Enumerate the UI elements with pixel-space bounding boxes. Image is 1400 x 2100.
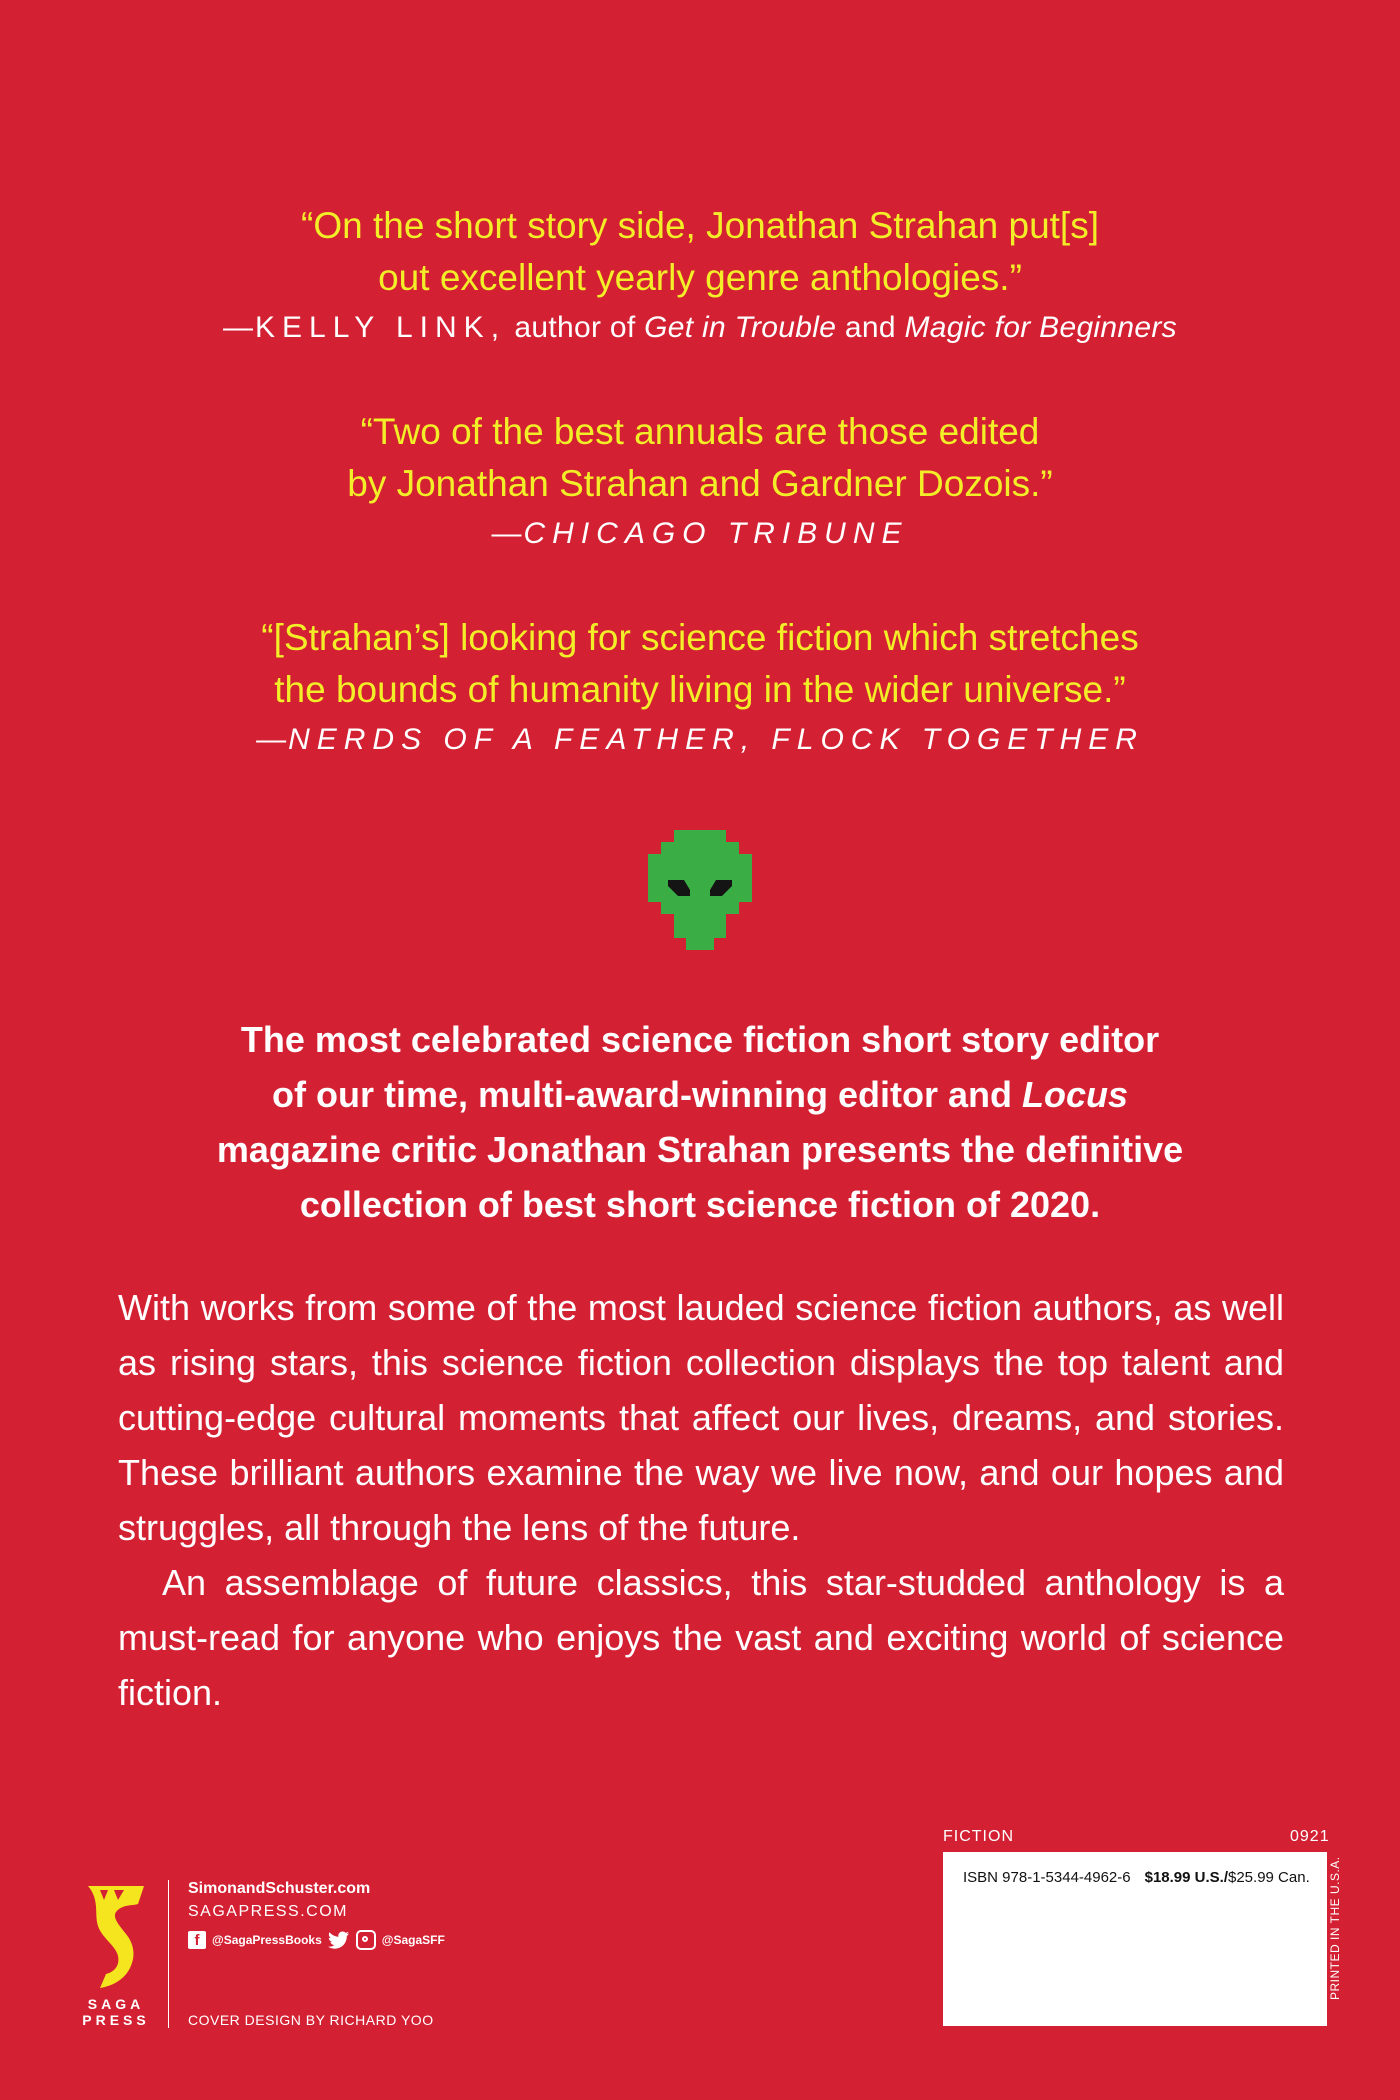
isbn-number: ISBN 978-1-5344-4962-6 — [963, 1869, 1131, 1886]
attribution-name: CHICAGO TRIBUNE — [523, 517, 909, 550]
social-handles — [188, 1930, 445, 1950]
quote-kelly-link — [0, 200, 1400, 350]
facebook-icon[interactable]: f — [188, 1931, 206, 1949]
date-code: 0921 — [1290, 1828, 1330, 1845]
facebook-handle[interactable]: @SagaPressBooks — [212, 1933, 322, 1947]
book-title: Magic for Beginners — [904, 311, 1177, 344]
intro-line: magazine critic Jonathan Strahan presents the definitive — [216, 1129, 1184, 1170]
quote-line: by Jonathan Strahan and Gardner Dozois.” — [347, 463, 1053, 504]
intro-line: The most celebrated science fiction short story editor — [240, 1019, 1160, 1060]
price-us: $18.99 U.S./ — [1144, 1869, 1228, 1886]
quote-nerds-of-a-feather — [0, 612, 1400, 762]
attribution-dash: — — [223, 311, 256, 344]
quote-line: “On the short story side, Jonathan Strahan put[s] — [301, 205, 1099, 246]
intro-line: collection of best short science fiction of 2020. — [299, 1184, 1101, 1225]
quote-chicago-tribune — [0, 406, 1400, 556]
book-title: Get in Trouble — [644, 311, 837, 344]
cover-design-credit: COVER DESIGN BY RICHARD YOO — [188, 2012, 434, 2028]
instagram-handle[interactable]: @SagaSFF — [381, 1933, 445, 1947]
simon-schuster-link[interactable]: SimonandSchuster.com — [188, 1880, 371, 1897]
saga-press-link[interactable]: SAGAPRESS.COM — [188, 1903, 348, 1920]
category-label: FICTION — [943, 1828, 1014, 1845]
description — [118, 1280, 1284, 1720]
attribution-name: KELLY LINK, — [255, 311, 507, 344]
price-can: $25.99 Can. — [1228, 1869, 1310, 1886]
quote-line: out excellent yearly genre anthologies.” — [378, 257, 1022, 298]
intro-line — [100, 1067, 1300, 1122]
instagram-icon[interactable] — [356, 1930, 376, 1950]
attribution-mid: and — [836, 311, 905, 344]
quote-attribution — [0, 306, 1400, 350]
attribution-name: NERDS OF A FEATHER, FLOCK TOGETHER — [288, 723, 1144, 756]
attribution-prefix: author of — [514, 311, 645, 344]
attribution-dash: — — [491, 517, 524, 550]
intro-line-text: of our time, multi-award-winning editor and — [271, 1074, 1022, 1115]
quote-line: “[Strahan’s] looking for science fiction which stretches — [261, 617, 1139, 658]
saga-press-logo-text: SAGA PRESS — [82, 1996, 150, 2028]
description-paragraph: With works from some of the most lauded science fiction authors, as well as rising stars, this science fiction collection displays the top talent and cutting-edge cultural moments that affect our lives, dreams, and stories. These brilliant authors examine the way we live now, and our hopes and struggles, all through the lens of the future. — [118, 1287, 1284, 1548]
attribution-dash: — — [256, 723, 289, 756]
quote-attribution — [0, 512, 1400, 556]
printed-in-usa: PRINTED IN THE U.S.A. — [1328, 1856, 1342, 2000]
alien-head-icon — [648, 830, 752, 960]
barcode-panel — [943, 1852, 1327, 2026]
quote-attribution — [0, 718, 1400, 762]
quote-line: “Two of the best annuals are those edited — [360, 411, 1040, 452]
isbn-price-line — [963, 1869, 1310, 1886]
saga-press-logo-icon — [78, 1882, 154, 1992]
magazine-title: Locus — [1021, 1074, 1128, 1115]
footer-divider — [168, 1880, 169, 2028]
publisher-links — [188, 1878, 445, 1950]
quote-line: the bounds of humanity living in the wider universe.” — [274, 669, 1126, 710]
description-paragraph: An assemblage of future classics, this star-studded anthology is a must-read for anyone who enjoys the vast and exciting world of science fiction. — [118, 1562, 1284, 1713]
attribution-detail — [514, 311, 1177, 344]
twitter-icon[interactable] — [328, 1931, 350, 1949]
intro-blurb — [100, 1012, 1300, 1232]
